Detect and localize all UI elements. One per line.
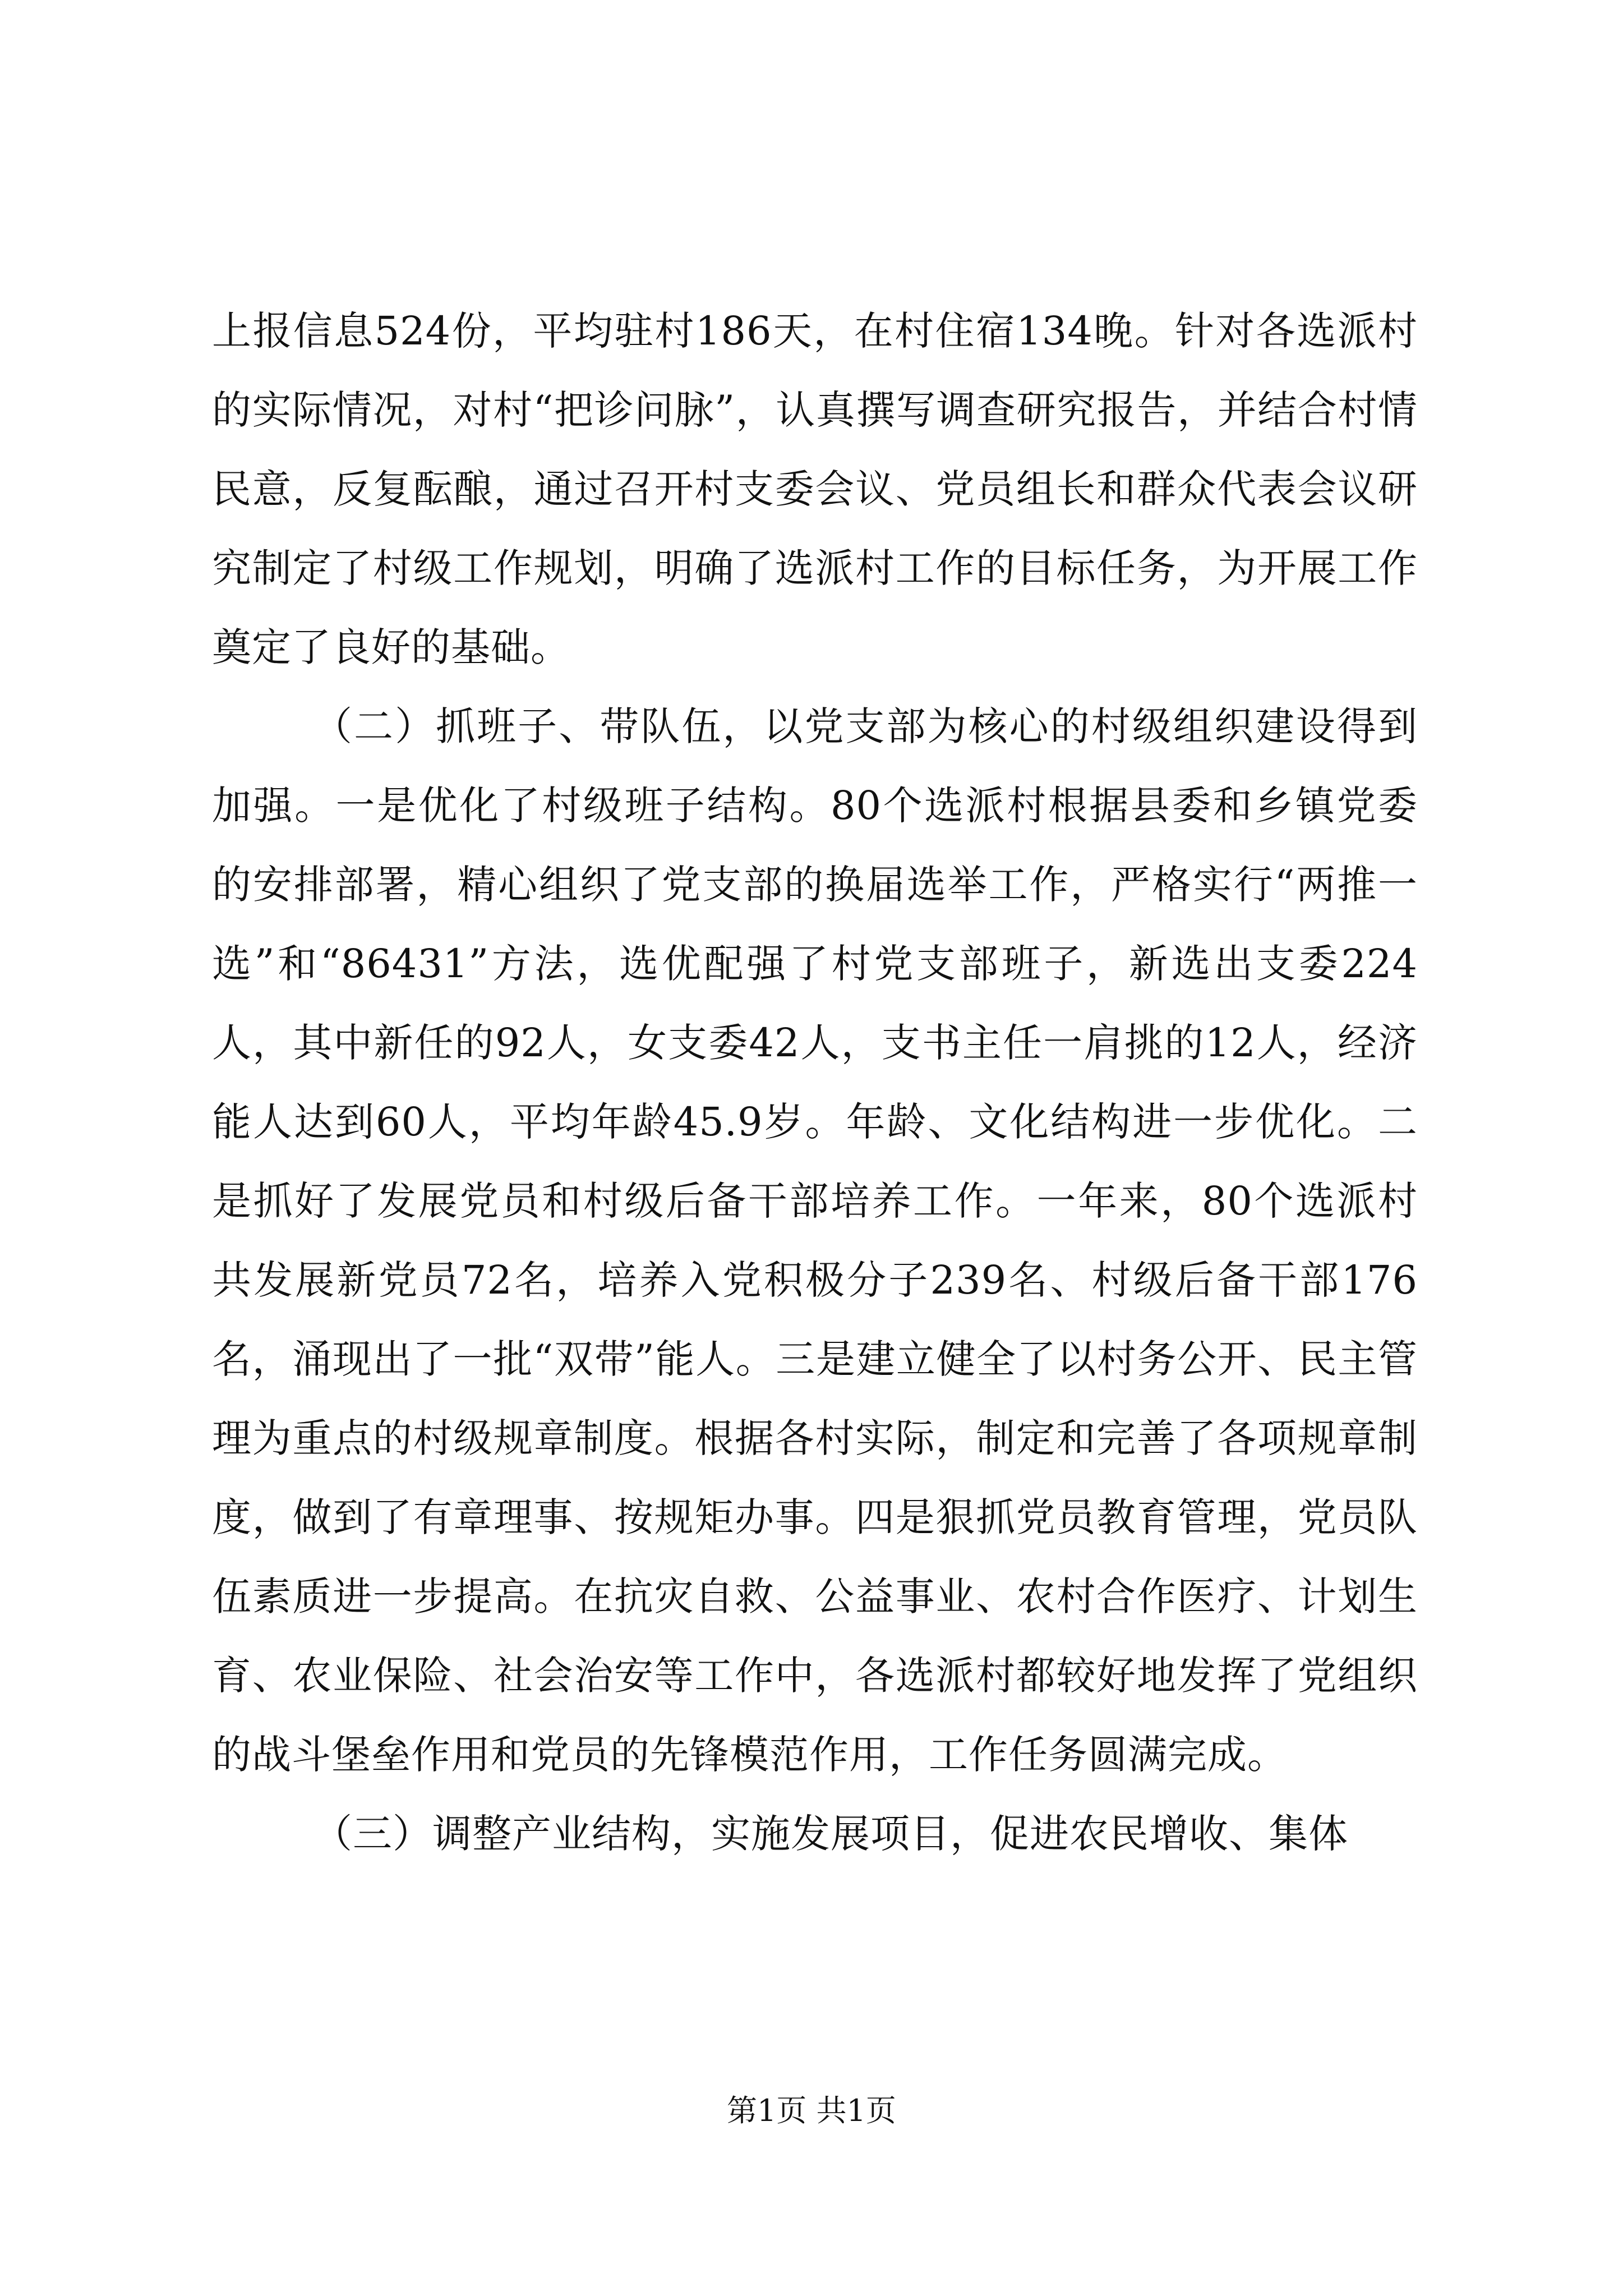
page-footer: 第1页 共1页 [727, 2093, 896, 2128]
paragraph-continued: 上报信息524份，平均驻村186天，在村住宿134晚。针对各选派村的实际情况，对村“把诊问脉”，认真撰写调查研究报告，并结合村情民意，反复酝酿，通过召开村支委会议、党员组长和群众代表会议研究制定了村级工作规划，明确了选派村工作的目标任务，为开展工作奠定了良好的基础。 [212, 308, 1418, 670]
paragraph-section-two: （二）抓班子、带队伍，以党支部为核心的村级组织建设得到加强。一是优化了村级班子结构。80个选派村根据县委和乡镇党委的安排部署，精心组织了党支部的换届选举工作，严格实行“两推一选”和“86431”方法，选优配强了村党支部班子，新选出支委224人，其中新任的92人，女支委42人，支书主任一肩挑的12人，经济能人达到60人，平均年龄45.9岁。年龄、文化结构进一步优化。二是抓好了发展党员和村级后备干部培养工作。一年来，80个选派村共发展新党员72名，培养入党积极分子239名、村级后备干部176名，涌现出了一批“双带”能人。三是建立健全了以村务公开、民主管理为重点的村级规章制度。根据各村实际，制定和完善了各项规章制度，做到了有章理事、按规矩办事。四是狠抓党员教育管理，党员队伍素质进一步提高。在抗灾自救、公益事业、农村合作医疗、计划生育、农业保险、社会治安等工作中，各选派村都较好地发挥了党组织的战斗堡垒作用和党员的先锋模范作用，工作任务圆满完成。 [212, 703, 1418, 1778]
paragraph-section-three: （三）调整产业结构，实施发展项目，促进农民增收、集体 [313, 1811, 1348, 1857]
document-body [212, 292, 1418, 1874]
